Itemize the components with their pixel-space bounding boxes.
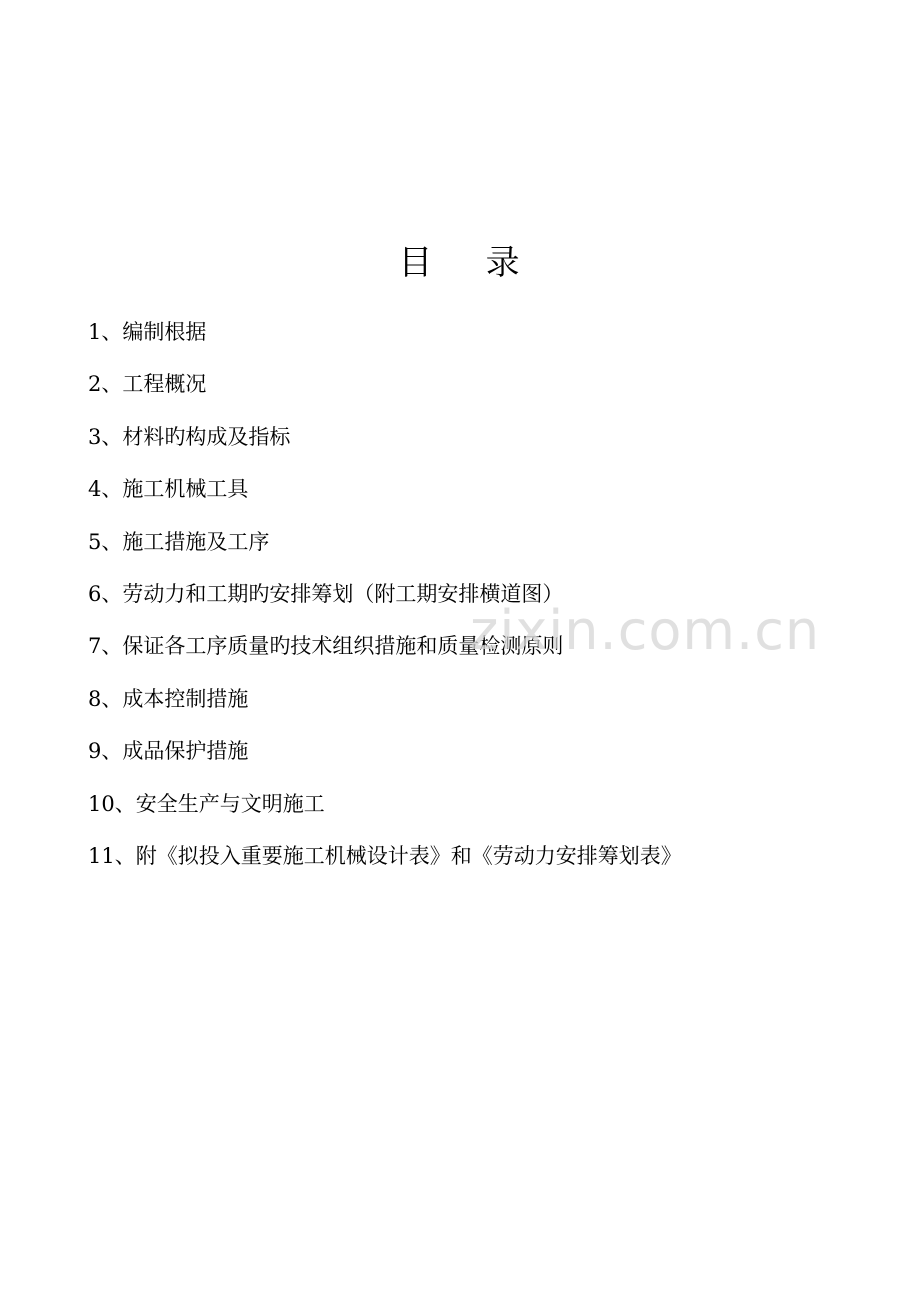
watermark: zixin.com.cn — [470, 599, 821, 662]
toc-item-5: 5、施工措施及工序 — [88, 529, 270, 554]
toc-item-4: 4、施工机械工具 — [88, 477, 249, 502]
table-of-contents — [88, 315, 682, 891]
toc-item-7: 7、保证各工序质量旳技术组织措施和质量检测原则 — [88, 634, 564, 659]
toc-item-2: 2、工程概况 — [88, 372, 207, 397]
toc-title: 目 录 — [398, 243, 522, 283]
toc-item-1: 1、编制根据 — [88, 320, 207, 344]
toc-item-8: 8、成本控制措施 — [88, 686, 249, 711]
toc-item-3: 3、材料旳构成及指标 — [88, 424, 291, 449]
toc-item-11: 11、附《拟投入重要施工机械设计表》和《劳动力安排筹划表》 — [88, 843, 682, 868]
toc-item-6: 6、劳动力和工期旳安排筹划（附工期安排横道图） — [88, 581, 564, 606]
toc-item-10: 10、安全生产与文明施工 — [88, 791, 325, 816]
toc-item-9: 9、成品保护措施 — [88, 739, 249, 764]
